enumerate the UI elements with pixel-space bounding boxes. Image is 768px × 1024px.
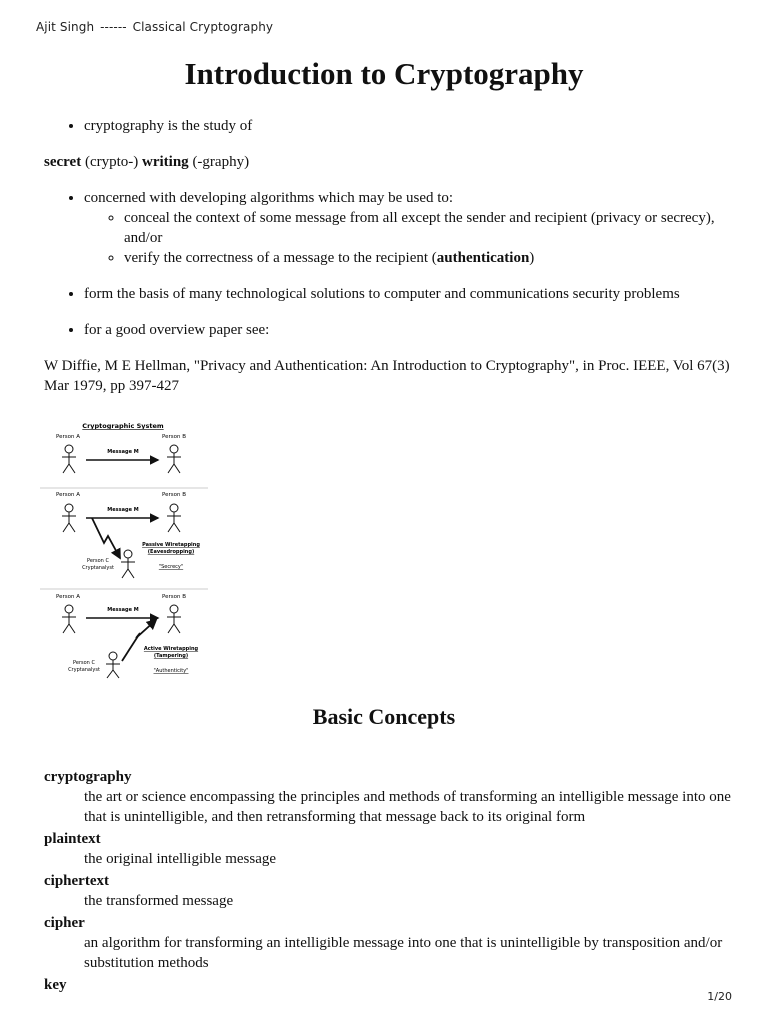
person-a-figure	[62, 445, 76, 473]
bullet-text: cryptography is the study of	[84, 118, 253, 134]
bullet-list	[44, 188, 734, 268]
bullet-text: concerned with developing algorithms which may be used to:	[84, 190, 454, 206]
person-a-figure	[62, 605, 76, 633]
definition-list	[44, 767, 734, 995]
sub-bullet-text-end: )	[529, 250, 535, 266]
passive-wiretapping-label: Passive Wiretapping	[142, 542, 200, 548]
bullet-text: form the basis of many technological solutions to computer and communications security problems	[84, 286, 680, 302]
sub-bullet-text: verify the correctness of a message to the recipient (	[124, 250, 437, 266]
bullet-list	[44, 320, 734, 340]
person-a-label: Person A	[56, 434, 80, 440]
person-c-label: Person C	[73, 660, 95, 666]
definition-line	[44, 152, 734, 172]
intro-content	[44, 116, 734, 396]
eavesdropping-label: (Eavesdropping)	[147, 549, 195, 555]
person-b-figure	[167, 445, 181, 473]
person-b-figure	[167, 605, 181, 633]
sub-bullet-item	[124, 208, 734, 248]
bullet-text: for a good overview paper see:	[84, 322, 270, 338]
term-definition: the transformed message	[84, 893, 234, 909]
message-label: Message M	[107, 607, 139, 613]
person-a-label: Person A	[56, 594, 80, 600]
tampering-label: (Tampering)	[153, 653, 189, 659]
message-label: Message M	[107, 507, 139, 513]
graphy-root: (-graphy)	[192, 154, 250, 170]
person-b-label: Person B	[161, 594, 187, 600]
term: cryptography	[44, 769, 132, 785]
cryptanalyst-label: Cryptanalyst	[68, 667, 100, 673]
person-a-label: Person A	[56, 492, 80, 498]
secret-word: secret	[44, 154, 82, 170]
eavesdrop-lightning-arrow	[92, 518, 120, 558]
person-c-label: Person C	[87, 558, 109, 564]
header-separator: ------	[100, 20, 127, 34]
active-wiretapping-label: Active Wiretapping	[143, 646, 199, 652]
term-definition: the original intelligible message	[84, 851, 277, 867]
writing-word: writing	[142, 154, 189, 170]
person-b-label: Person B	[161, 492, 187, 498]
person-c-figure	[106, 652, 120, 678]
secrecy-tag: "Secrecy"	[158, 564, 184, 570]
section-heading: Basic Concepts	[312, 704, 456, 729]
term-definition: an algorithm for transforming an intelligible message into one that is unintelligible by transposition and/or substitution methods	[84, 935, 723, 971]
page-title: Introduction to Cryptography	[184, 56, 584, 91]
term: plaintext	[44, 831, 101, 847]
reference-citation: W Diffie, M E Hellman, "Privacy and Authentication: An Introduction to Cryptography", in Proc. IEEE, Vol 67(3) Mar 1979, pp 397-427	[44, 358, 730, 394]
header-doc-title: Classical Cryptography	[132, 20, 274, 34]
tamper-lightning-arrow	[122, 620, 156, 661]
authentication-word: authentication	[436, 250, 530, 266]
term: ciphertext	[44, 873, 109, 889]
header-author: Ajit Singh	[36, 20, 95, 34]
cryptographic-system-diagram	[40, 418, 210, 680]
sub-bullet-item	[124, 248, 734, 268]
diagram-title: Cryptographic System	[82, 422, 164, 430]
bullet-item	[84, 116, 734, 136]
sub-bullet-list	[84, 208, 734, 268]
cryptanalyst-label: Cryptanalyst	[82, 565, 114, 571]
person-b-figure	[167, 504, 181, 532]
term-definition: the art or science encompassing the principles and methods of transforming an intelligible message into one that is unintelligible, and then retransforming that message back to its original form	[84, 789, 731, 825]
term: key	[44, 977, 67, 993]
message-label: Message M	[107, 449, 139, 455]
bullet-list	[44, 284, 734, 304]
bullet-item	[84, 188, 734, 268]
authenticity-tag: "Authenticity"	[153, 668, 189, 674]
crypto-root: (crypto-)	[84, 154, 139, 170]
page-number: 1/20	[707, 990, 732, 1003]
page-header	[36, 20, 273, 34]
person-c-figure	[121, 550, 135, 578]
person-a-figure	[62, 504, 76, 532]
sub-bullet-text: conceal the context of some message from all except the sender and recipient (privacy or secrecy), and/or	[124, 210, 715, 246]
term: cipher	[44, 915, 85, 931]
bullet-list	[44, 116, 734, 136]
person-b-label: Person B	[161, 434, 187, 440]
bullet-item	[84, 284, 734, 304]
bullet-item	[84, 320, 734, 340]
